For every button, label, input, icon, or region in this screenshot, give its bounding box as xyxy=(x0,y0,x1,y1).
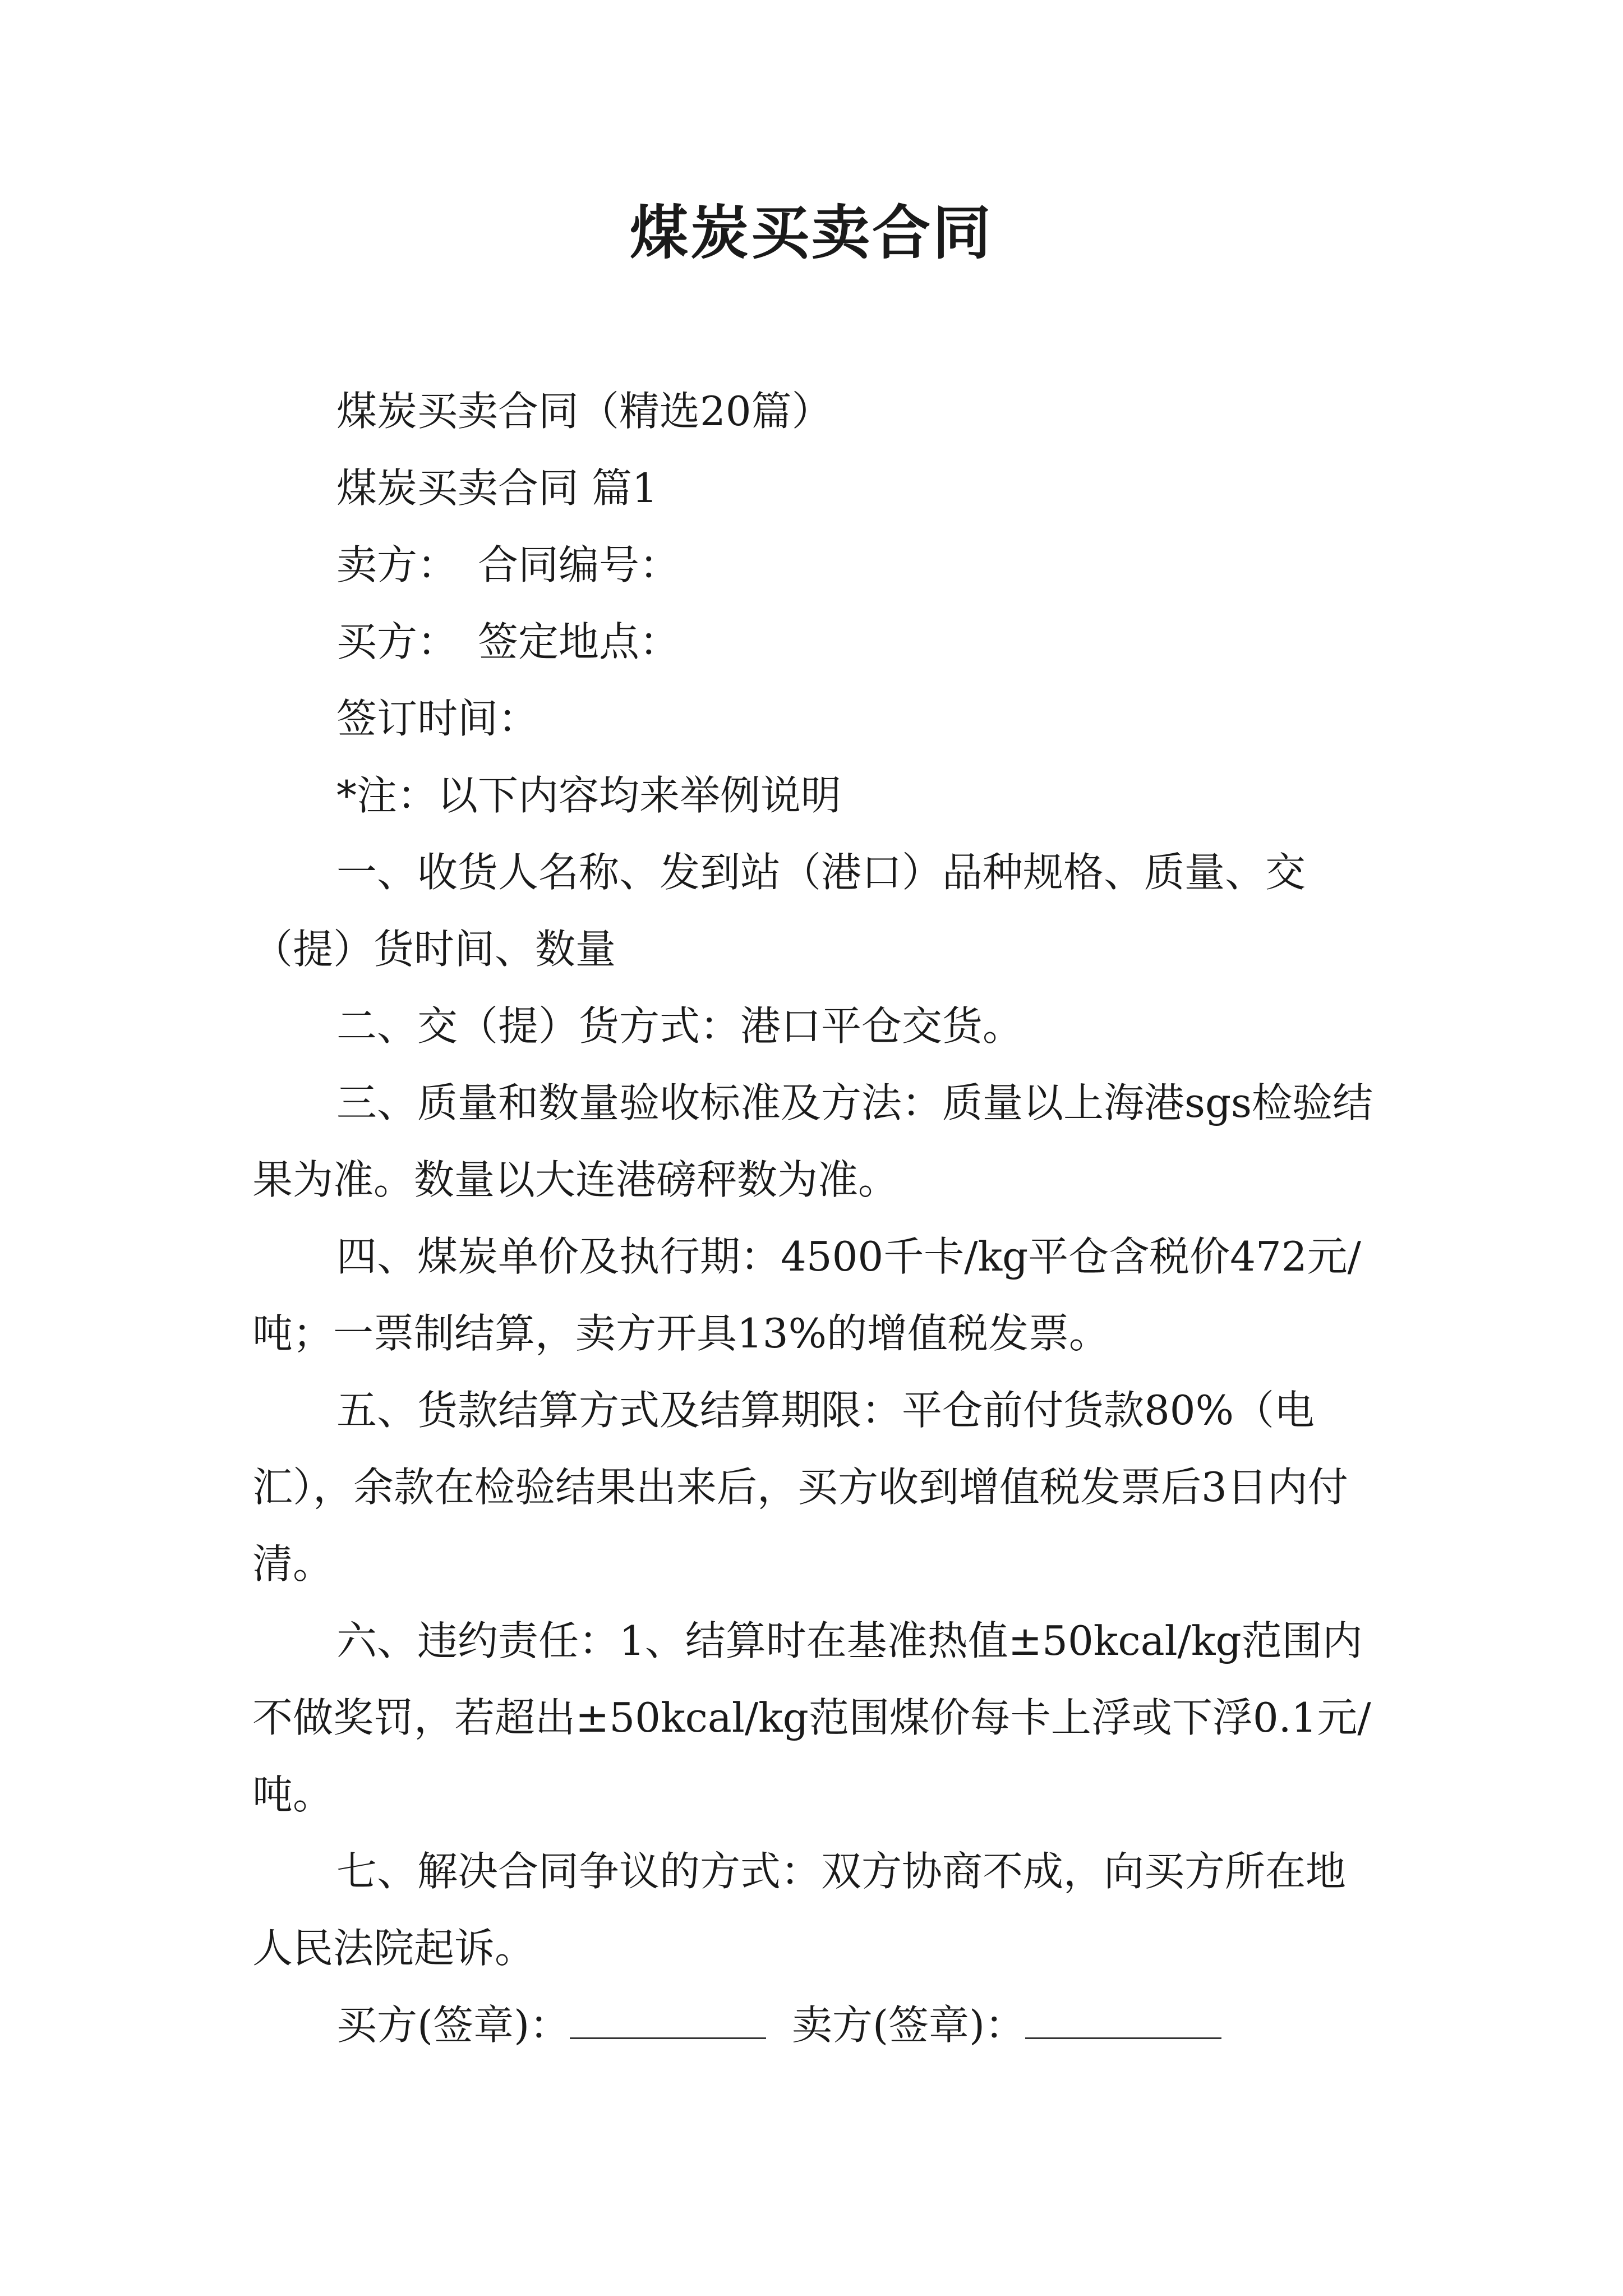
paragraph-clause-3: 三、质量和数量验收标准及方法：质量以上海港sgs检验结果为准。数量以大连港磅秤数为准。 xyxy=(252,1079,1373,1203)
paragraph-buyer-sign-place: 买方： 签定地点： xyxy=(336,618,680,665)
paragraph-clause-5: 五、货款结算方式及结算期限：平仓前付货款80%（电汇），余款在检验结果出来后，买方收到增值税发票后3日内付清。 xyxy=(252,1387,1348,1588)
paragraph-clause-2: 二、交（提）货方式：港口平仓交货。 xyxy=(336,1002,1023,1050)
paragraph-article-heading: 煤炭买卖合同 篇1 xyxy=(336,464,658,512)
signature-line xyxy=(252,1987,1377,2064)
paragraph-clause-6: 六、违约责任：1、结算时在基准热值±50kcal/kg范围内不做奖罚，若超出±50kcal/kg范围煤价每卡上浮或下浮0.1元/吨。 xyxy=(252,1617,1371,1818)
paragraph-seller-contract-no: 卖方： 合同编号： xyxy=(336,541,680,588)
paragraph-sign-time: 签订时间： xyxy=(336,695,539,742)
paragraph-clause-4: 四、煤炭单价及执行期：4500千卡/kg平仓含税价472元/吨；一票制结算，卖方开具13%的增值税发票。 xyxy=(252,1233,1361,1357)
paragraph-note: *注：以下内容均来举例说明 xyxy=(336,772,842,819)
document-title: 煤炭买卖合同 xyxy=(629,198,993,267)
seller-signature-blank xyxy=(1025,1998,1221,2039)
paragraph-clause-7: 七、解决合同争议的方式：双方协商不成，向买方所在地人民法院起诉。 xyxy=(252,1848,1347,1972)
paragraph-clause-1: 一、收货人名称、发到站（港口）品种规格、质量、交（提）货时间、数量 xyxy=(252,849,1306,973)
buyer-signature-blank xyxy=(570,1998,766,2039)
document-body xyxy=(252,373,1377,2064)
buyer-signature-label: 买方(签章)： xyxy=(336,2001,570,2049)
paragraph-subtitle: 煤炭买卖合同（精选20篇） xyxy=(336,388,832,435)
seller-signature-label: 卖方(签章)： xyxy=(791,2001,1026,2049)
